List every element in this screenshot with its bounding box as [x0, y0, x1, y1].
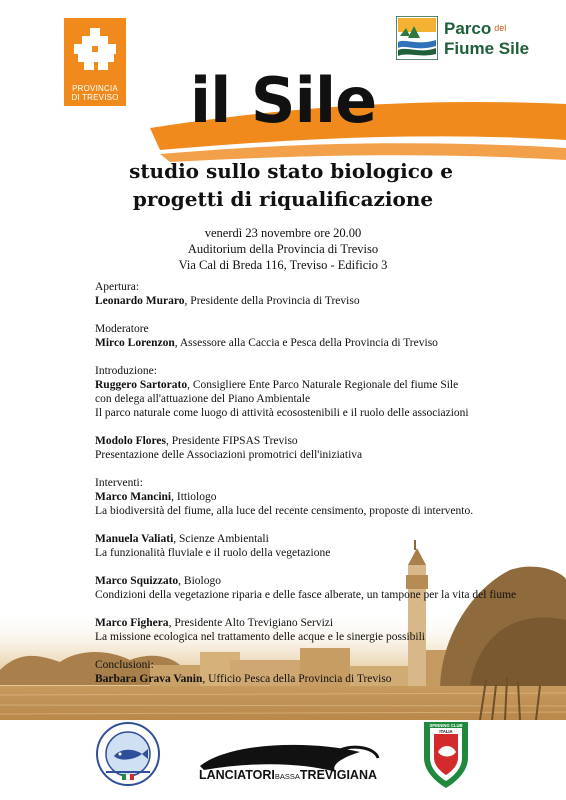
program-section — [95, 364, 545, 420]
program-line-text: , Presidente FIPSAS Treviso — [166, 435, 298, 447]
subtitle-line1: studio sullo stato biologico e — [129, 159, 453, 183]
speaker-name: Leonardo Muraro — [95, 295, 185, 307]
program-line-text: con delega all'attuazione del Piano Ambientale — [95, 393, 311, 405]
speaker-name: Modolo Flores — [95, 435, 167, 447]
lanciatori-word3: TREVIGIANA — [299, 768, 378, 782]
program-line — [95, 504, 545, 518]
lanciatori-word2: BASSA — [274, 772, 300, 781]
speaker-name: Marco Mancini — [95, 491, 172, 503]
program-section-heading: Interventi: — [95, 477, 143, 489]
parco-word: Parco — [444, 19, 492, 38]
lanciatori-text — [190, 767, 386, 785]
program-line — [95, 546, 545, 560]
speaker-name: Marco Squizzato — [95, 575, 179, 587]
program-line-text: Presentazione delle Associazioni promotrici dell'iniziativa — [95, 449, 363, 461]
program-line — [95, 588, 545, 602]
program-line — [95, 630, 545, 644]
program-section-heading: Conclusioni: — [95, 659, 154, 671]
program-section — [95, 658, 545, 686]
program-line-text: , Ufficio Pesca della Provincia di Treviso — [202, 673, 392, 685]
program-line — [95, 490, 545, 504]
program-line-text: , Biologo — [178, 575, 221, 587]
program-line-text: Il parco naturale come luogo di attività ecosostenibili e il ruolo delle associazioni — [95, 407, 469, 419]
speaker-name: Manuela Valiati — [95, 533, 174, 545]
program-line-text: , Scienze Ambientali — [173, 533, 269, 545]
poster-title: il Sile — [189, 64, 377, 137]
parco-logo-text — [444, 18, 529, 59]
program-line-text: Condizioni della vegetazione riparia e delle fasce alberate, un tampone per la vita del fiume — [95, 589, 517, 601]
program-section — [95, 434, 545, 462]
speaker-name: Ruggero Sartorato — [95, 379, 188, 391]
spinning-club-line2: ITALIA — [439, 729, 453, 734]
program-line — [95, 294, 545, 308]
program-section — [95, 280, 545, 308]
program-line — [95, 448, 545, 462]
spinning-club-shield-icon — [420, 718, 472, 792]
parco-fiume-sile: Fiume Sile — [444, 39, 530, 58]
program-section — [95, 616, 545, 644]
program-line — [95, 336, 545, 350]
program-line — [95, 392, 545, 406]
program-line-text: La biodiversità del fiume, alla luce del recente censimento, proposte di intervento. — [95, 505, 474, 517]
program-section — [95, 532, 545, 560]
program-section-heading: Introduzione: — [95, 365, 157, 377]
program-line — [95, 434, 545, 448]
event-date: venerdì 23 novembre ore 20.00 — [204, 226, 362, 240]
program-line-text: , Presidente della Provincia di Treviso — [184, 295, 360, 307]
program-section-heading: Apertura: — [95, 281, 140, 293]
lanciatori-word1: LANCIATORI — [198, 768, 275, 782]
program-line-text: , Consigliere Ente Parco Naturale Regionale del fiume Sile — [187, 379, 459, 391]
program-line — [95, 574, 545, 588]
program-line-text: La funzionalità fluviale e il ruolo della vegetazione — [95, 547, 331, 559]
program-section-heading: Moderatore — [95, 323, 149, 335]
event-venue: Auditorium della Provincia di Treviso — [187, 242, 379, 256]
program-list — [95, 280, 545, 700]
program-line — [95, 616, 545, 630]
program-section — [95, 476, 545, 518]
event-address: Via Cal di Breda 116, Treviso - Edificio 3 — [178, 258, 388, 272]
fipsas-emblem-icon — [96, 722, 160, 786]
program-line-text: La missione ecologica nel trattamento delle acque e le sinergie possibili — [95, 631, 425, 643]
speaker-name: Mirco Lorenzon — [95, 337, 175, 349]
parco-del: del — [494, 23, 507, 33]
program-line-text: , Ittiologo — [171, 491, 217, 503]
provincia-label-line2: DI TREVISO — [71, 93, 119, 102]
spinning-club-line1: SPINNING CLUB — [429, 723, 463, 728]
speaker-name: Marco Fighera — [95, 617, 169, 629]
program-section — [95, 322, 545, 350]
program-line — [95, 406, 545, 420]
program-line — [95, 532, 545, 546]
parco-logo-icon — [396, 16, 438, 60]
subtitle-line2: progetti di riqualificazione — [132, 187, 434, 211]
program-section — [95, 574, 545, 602]
speaker-name: Barbara Grava Vanin — [95, 673, 203, 685]
program-line — [95, 378, 545, 392]
program-line-text: , Assessore alla Caccia e Pesca della Provincia di Treviso — [174, 337, 438, 349]
provincia-label-line1: PROVINCIA — [72, 84, 118, 93]
program-line — [95, 672, 545, 686]
program-line-text: , Presidente Alto Trevigiano Servizi — [168, 617, 334, 629]
